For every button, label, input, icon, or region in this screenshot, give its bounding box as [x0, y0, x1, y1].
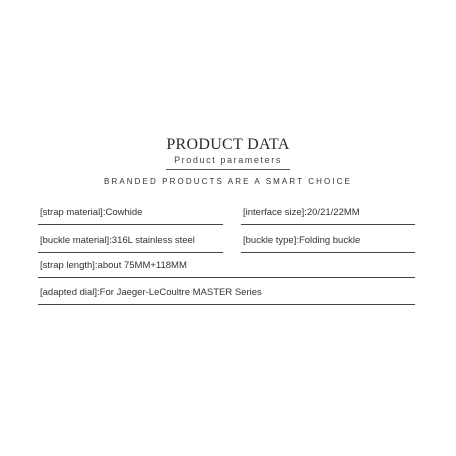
spec-interface-size — [241, 206, 415, 225]
spec-adapted-dial — [38, 286, 415, 305]
spec-buckle-type-text: [buckle type]:Folding buckle — [243, 235, 361, 246]
page-title: PRODUCT DATA — [166, 136, 290, 153]
brand-slogan: BRANDED PRODUCTS ARE A SMART CHOICE — [104, 177, 352, 186]
spec-strap-length — [38, 259, 415, 278]
spec-buckle-material-text: [buckle material]:316L stainless steel — [40, 235, 195, 246]
spec-buckle-type — [241, 234, 415, 253]
page-subtitle: Product parameters — [174, 155, 282, 165]
spec-buckle-material — [38, 234, 223, 253]
spec-adapted-dial-text: [adapted dial]:For Jaeger-LeCoultre MASTER Series — [40, 287, 262, 298]
spec-strap-length-text: [strap length]:about 75MM+118MM — [40, 260, 187, 271]
subtitle-divider — [166, 169, 290, 170]
spec-strap-material-text: [strap material]:Cowhide — [40, 207, 143, 218]
spec-strap-material — [38, 206, 223, 225]
spec-interface-size-text: [interface size]:20/21/22MM — [243, 207, 360, 218]
